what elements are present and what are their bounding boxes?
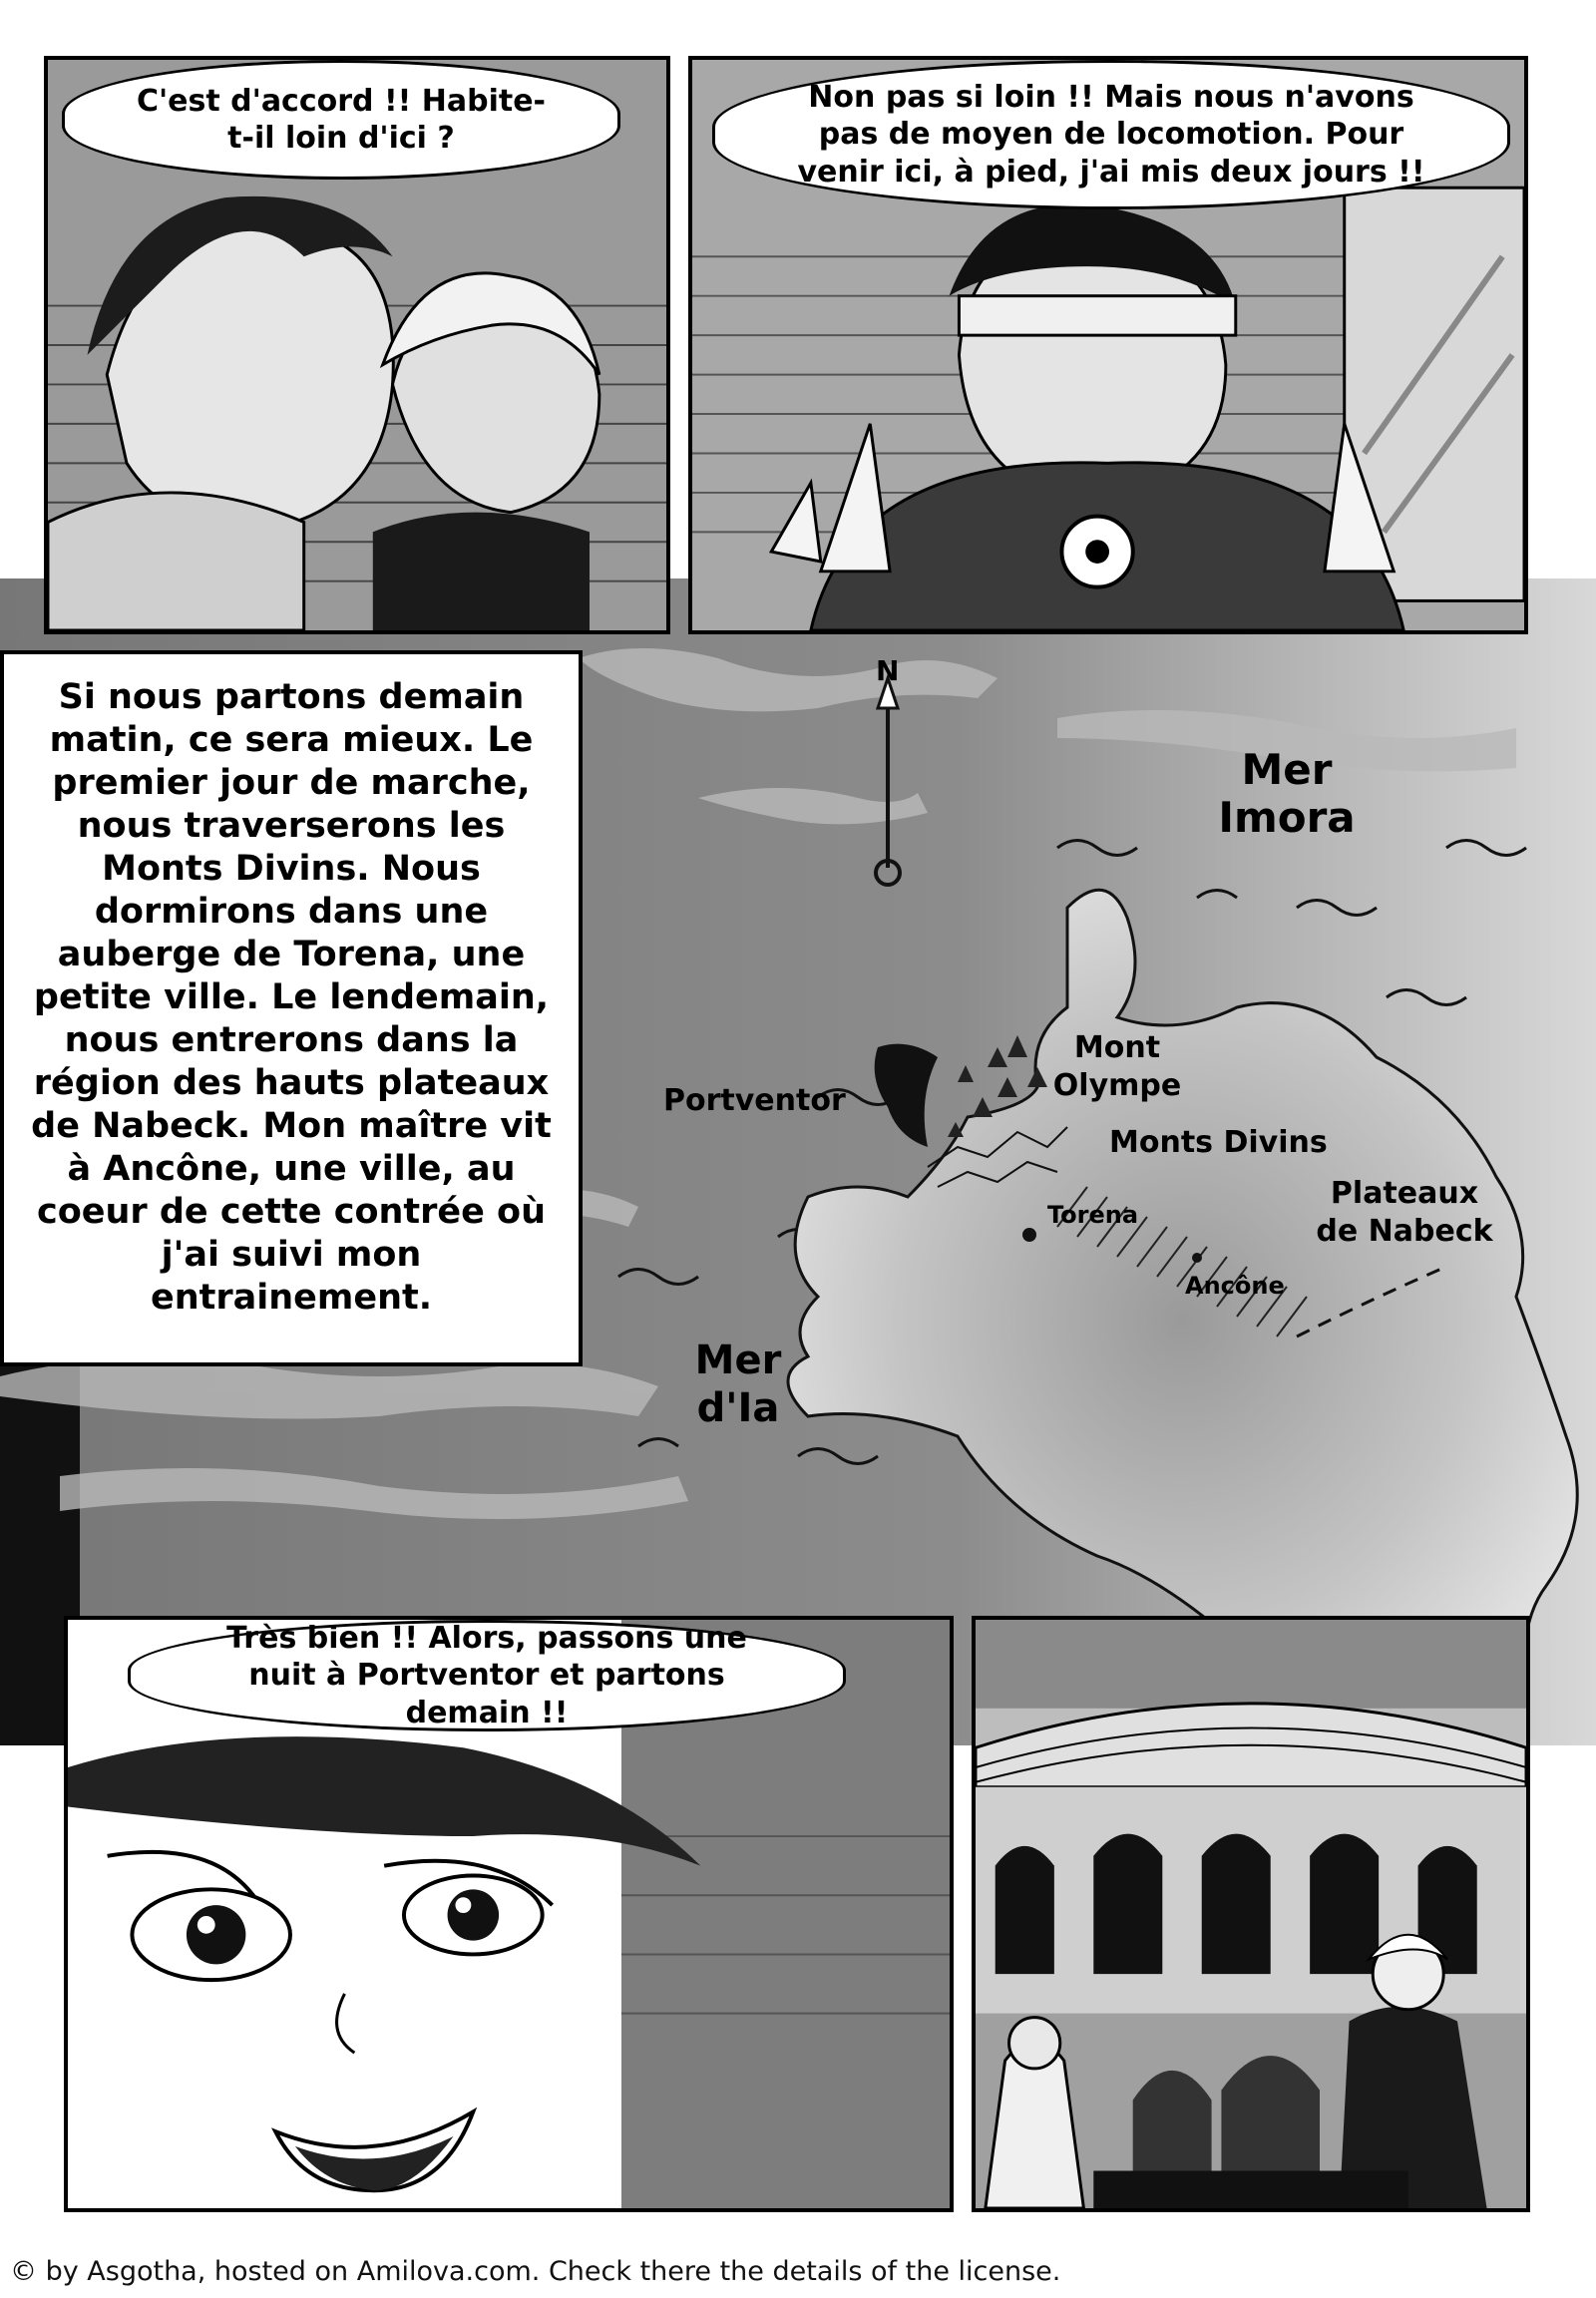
map-label-monts-divins: Monts Divins	[1109, 1125, 1328, 1160]
map-label-mer-imora: Mer Imora	[1218, 745, 1356, 842]
panel-4	[972, 1616, 1530, 2212]
speech-text-1: C'est d'accord !! Habite-t-il loin d'ici ?	[136, 83, 547, 156]
map-label-torena: Torena	[1047, 1201, 1139, 1229]
compass-north-label: N	[876, 654, 900, 687]
panel-4-art	[976, 1620, 1526, 2208]
map-label-plateaux: Plateaux de Nabeck	[1316, 1176, 1493, 1249]
map-label-mer-dia: Mer d'Ia	[694, 1338, 782, 1431]
map-label-portventor: Portventor	[663, 1083, 846, 1118]
speech-balloon-1	[62, 60, 620, 180]
license-footer: © by Asgotha, hosted on Amilova.com. Check there the details of the license.	[10, 2256, 1061, 2287]
speech-text-3: Très bien !! Alors, passons une nuit à Portventor et partons demain !!	[226, 1620, 747, 1730]
map-label-ancone: Ancône	[1185, 1272, 1285, 1300]
panel-1	[44, 56, 670, 634]
narration-caption: Si nous partons demain matin, ce sera mieux. Le premier jour de marche, nous traverserons les Monts Divins. Nous dormirons dans une auberge de Torena, une petite ville. Le lendemain, nous entrerons dans la région des hauts plateaux de Nabeck. Mon maître vit à Ancône, une ville, au coeur de cette contrée où j'ai suivi mon entrainement.	[0, 650, 583, 1366]
speech-balloon-2	[712, 60, 1510, 209]
map-label-mont-olympe: Mont Olympe	[1052, 1030, 1182, 1103]
speech-balloon-3	[128, 1620, 846, 1731]
panel-3	[64, 1616, 954, 2212]
panel-2	[688, 56, 1528, 634]
speech-text-2: Non pas si loin !! Mais nous n'avons pas de moyen de locomotion. Pour venir ici, à pied, j'ai mis deux jours !!	[797, 79, 1425, 190]
